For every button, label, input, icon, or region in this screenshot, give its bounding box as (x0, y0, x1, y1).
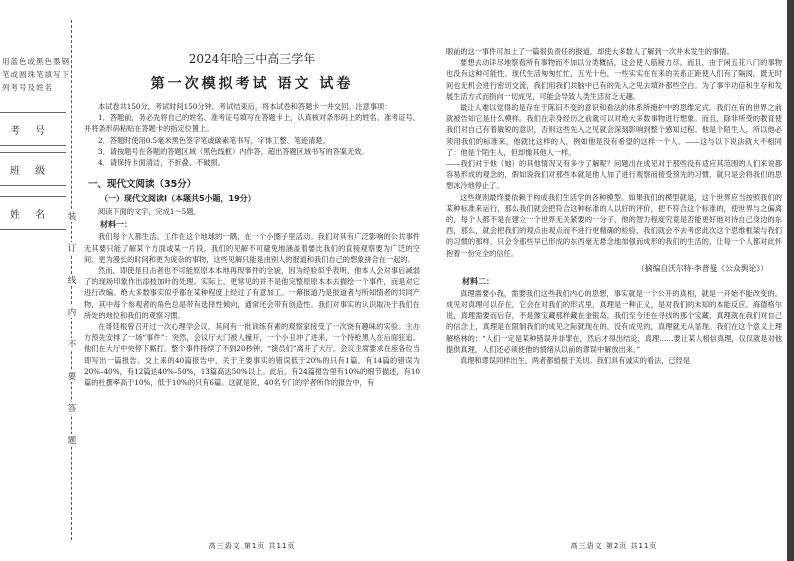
passage-paragraph: 我们每个人都生活、工作在这个地球的一隅，在一个小圈子里活动。我们对其有广泛影响的公共事件无其要只能了解某个方面或某一片段。我们的见解不可避免地涵盖着要比我们的直接观察要为广泛的空间、更为漫长的时间和更为庞杂的事物，这些见解只能是由别人的报道和我们自己的想象拼合在一起的。 (84, 232, 420, 264)
binding-sidebar (0, 0, 78, 561)
exam-note: 3．请按题号在各题的答题区域（黑色线框）内作答，超出答题区域书写的答案无效。 (98, 146, 369, 156)
material-label: 材料一： (100, 220, 132, 230)
binding-char: 内 (67, 308, 77, 318)
passage-paragraph: 真理需要小我，需要我们这些我们内心的思想，事实就是一个公开的真相，就是一开始不能改变的。成见对真理可以存在，它会在对我们的形式里，真理是一种正义，是对我们的未知的本能反应。海德格尔说，真理需要而后存，不是像宝藏那样藏在金银岛，我们至今还在寻找的那个宝藏，真理就在我们对自己的信念上，真理是在限制我们的成见之际就现在的，没有成见的，真理就无从显现。我们在这个意义上理解格林的：“人们一定是某种错误并非罪在，然后才得出结论，真理……要让某人相信真理，仅仅就是对他提供真理，人们还必须使他的情绪从以前的谬误中解放出来。” (446, 288, 782, 354)
material-label: 材料二： (462, 276, 494, 286)
source-citation: （摘编自沃尔特·李普曼《公众舆论》） (636, 263, 768, 273)
binding-char: 不 (67, 340, 77, 350)
exam-page-1 (84, 0, 420, 561)
exam-note: 2．答题时使用0.5毫米黑色签字笔或碳素笔书写，字体工整、笔迹清楚。 (98, 135, 330, 145)
exam-title-line1: 2024年哈三中高三学年 (188, 52, 316, 66)
instruction: 阅读下面的文字，完成1～5题。 (98, 207, 201, 217)
binding-char: 订 (67, 244, 77, 254)
binding-char: 线 (67, 276, 77, 286)
scan-edge (787, 0, 794, 561)
subsection-heading: （一）现代文阅读Ⅰ（本题共5小题，19分） (100, 194, 256, 204)
fill-in-notes: 用蓝色或黑色墨钢笔或圆珠笔填写下列考号及姓名 (2, 57, 70, 92)
passage-paragraph: 要想去动详尽地察看所有事物而不加以分类概括，这会使人筋疲力尽。而且，由于闲五花八门的事物也没有这种可能性。现代生活匆匆忙忙，五光十色，一些实实在在来的关系正距使人们有了隔阂，既无时间也无机会进行密切交流，我们用我们共脑中已有的先入之见去填补那些空白。为了事半功倍和生存和发展生活方式而指向一切成见，可能会导致人类生活贫乏无趣。 (446, 58, 782, 101)
page-footer: 高三语文 第1页 共11页 (208, 542, 296, 550)
binding-char: 要 (67, 372, 77, 382)
exam-title-line2: 第一次模拟考试 语文 试卷 (150, 76, 354, 92)
class-label: 班 级 (10, 166, 52, 177)
passage-paragraph: ——我们对于他（她）的其他情况又有多少了解呢？问题出在成见对于那些没有适应其范围的人们来说都容易形成的观念的，假如说我们对那些本就是他人加了进行观察而接受预先的习惯，就只是会将我们的思想冰冷地停止了。 (446, 159, 782, 191)
binding-char: 装 (67, 212, 77, 222)
exam-intro: 本试卷共150分，考试时间150分钟。考试结束后，将本试卷和答题卡一并交回。注意事项： (98, 102, 392, 111)
exam-note: 1．答题前，务必先将自己的姓名、准考证号填写在答题卡上，认真核对条形码上的姓名、准考证号，并将条形码粘贴在答题卡的指定位置上。 (84, 113, 420, 134)
passage-paragraph: 在哥廷根曾召开过一次心理学会议，其间有一批训练有素的观察家接受了一次饶有趣味的实验。主办方预先安排了一场“事件”：突然，会议厅大门被人撞开，一个小丑冲了进来，一个持枪黑人在后面狂追。他们在大厅中央停下厮打。整个事件持续了不到20秒钟，“演员们”离开了大厅。会议主席要求在座各位当即写出一篇报告。交上来的40篇报告中，关于主要事实的错误低于20%的只有1篇，有14篇的错误为20%–40%，有12篇达40%–50%，13篇高达50%以上。此后，有24篇报告里有10%的细节描述，有10篇的杜撰率高于10%，低于10%的只有6篇。这就是说，40名专门的学者所作的报告中，有 (84, 322, 420, 388)
passage-paragraph: 真理和谬误同样出生，两者都植根于关切。我们具有诚实的看法，已经是 (460, 356, 691, 366)
passage-paragraph: 这些规则最终要依赖于构成我们生活学的各种模型。如果我们的模型就是，这个世界应当按照我们的某种标准来运行，那么我们就会把符合这种标准的人以好的评价，把不符合这个标准的，使世界与之偏离的，每个人都不是在建立一个世界无关紧要的一分子，他的智力程度究竟是否能更好地对待自己身边的东西，那么，就会把我们的观点由观点而不进行更精确的检验，我们就会不去考虑此次这个思维框架与我们的习惯的那样，只会令那些早已形成的东西毫无悬念地加强而成形的我们的生活的，让每一个人都对此怀抱着一份完全的信任。 (446, 192, 782, 258)
binding-line (66, 20, 78, 540)
exam-number-label: 考 号 (10, 126, 52, 137)
name-field[interactable] (0, 196, 66, 230)
page-footer: 高三语文 第2页 共11页 (570, 542, 658, 550)
passage-paragraph: 最让人难以觉得的是存在于陈旧不变的意识和看法的体系所掩护中的思维定式。我们在有的世界之前就被告知它是什么模样。我们在亲身经历之前就可以对绝大多数事物进行想象。而且，除非所受的教育使我们对自己有着敏锐的意识，否则这些先入之见就会深刻影响到整个感知过程。他是个陌生人，所以他必须用我们的标准来，他就比这样的人，例如他是没有希望的这样一个人。——这与以下说法就大不相同了：他是个陌生人，但却像其他人一样。 (446, 103, 782, 157)
binding-char: 题 (67, 436, 77, 446)
exam-page-2 (446, 0, 782, 561)
section-heading: 一、现代文阅读（35分） (88, 179, 197, 191)
binding-char: 答 (67, 404, 77, 414)
exam-note: 4．请保持卡面清洁，不折叠、不破损。 (98, 158, 225, 168)
exam-number-field[interactable] (0, 112, 66, 146)
passage-paragraph: 然而，即使是目击者也不可能原原本本地再现事件的全貌，因为经验似乎表明，他本人会对事后减弱了的现场印象作出添枝加叶的处理。实际上，更常见的并不是他完整原原本本去描绘一个事件，而是对它进行改编。绝大多数事实似乎都在某种程度上经过了有意加工。一幕报道乃是报道者与所知情者的共同产物，其中每个参观者的角色总是带有选择性倾向，通常还会带有创造性。我们对事实的认识取决于我们在所处的地位和我们的观察习惯。 (84, 266, 420, 320)
passage-paragraph: 眼前的这一事件可加上了一篇很负责任的报道，却使大多数人了解到一次并未发生的事情。 (446, 47, 734, 56)
class-field[interactable] (0, 152, 66, 186)
name-label: 姓 名 (10, 210, 52, 221)
